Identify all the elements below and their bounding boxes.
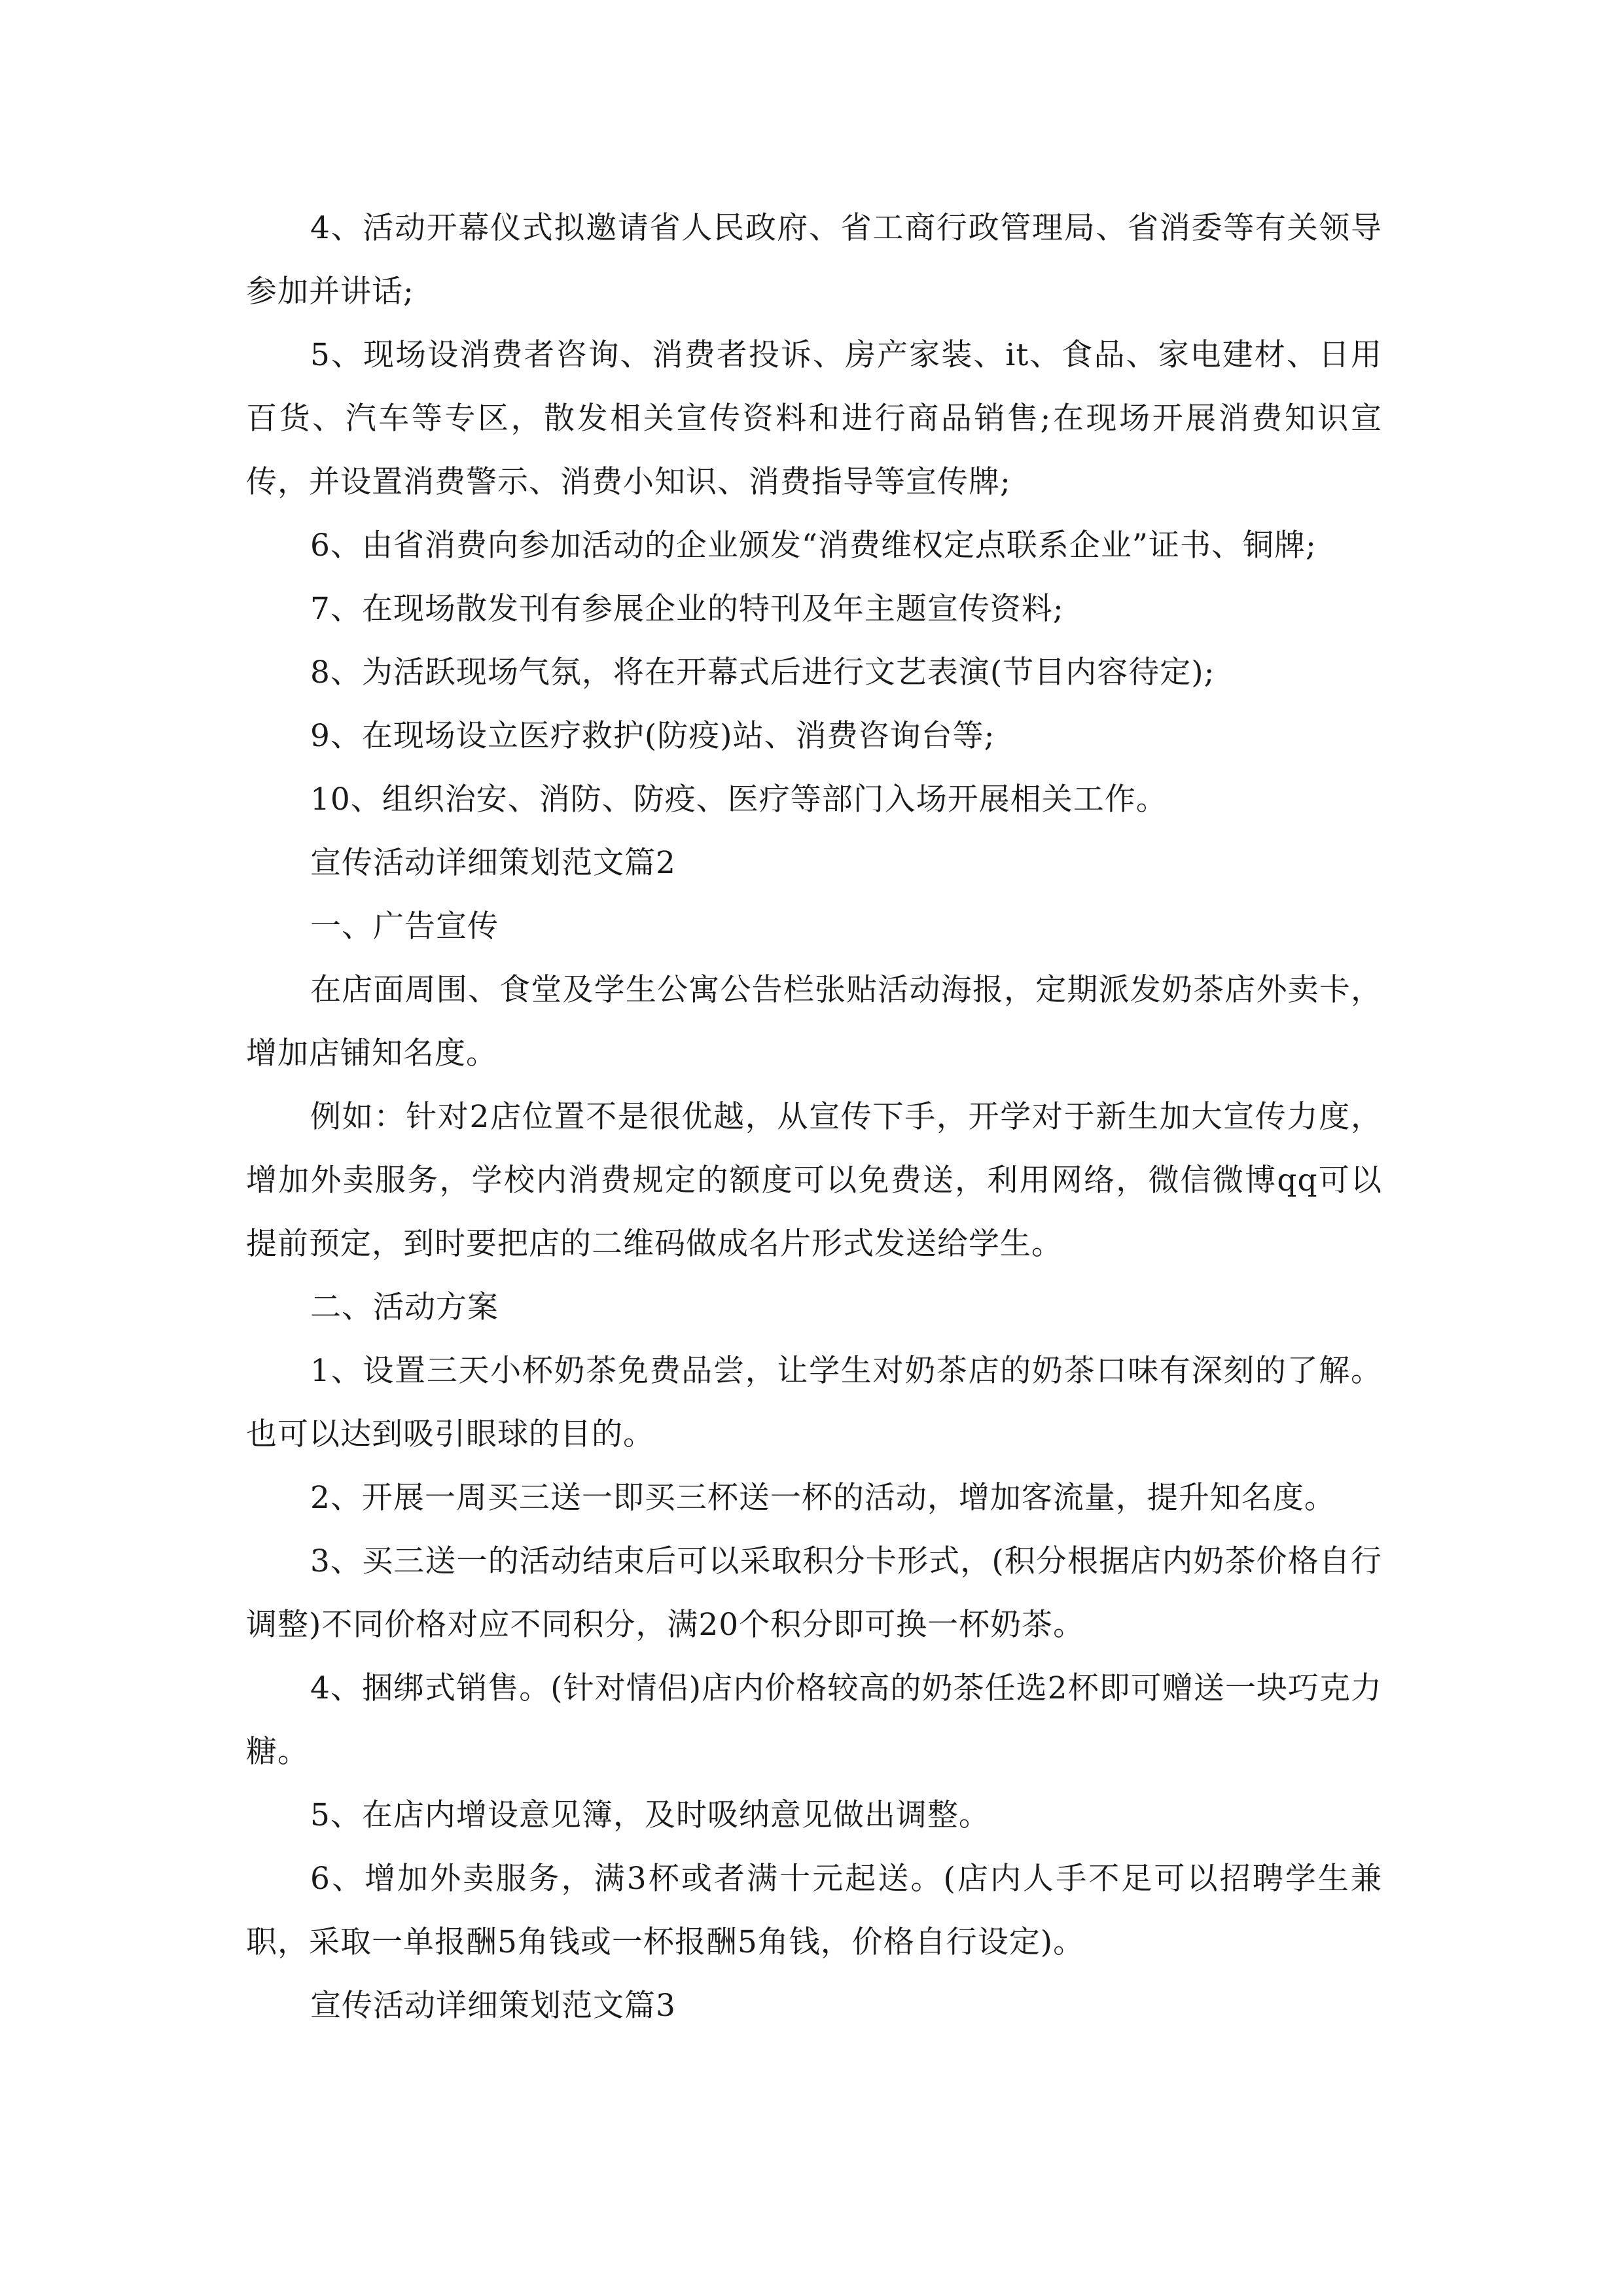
paragraph: 10、组织治安、消防、防疫、医疗等部门入场开展相关工作。 [310, 781, 1168, 817]
paragraph: 1、设置三天小杯奶茶免费品尝，让学生对奶茶店的奶茶口味有深刻的了解。也可以达到吸引眼球的目的。 [246, 1353, 1382, 1452]
paragraph: 6、由省消费向参加活动的企业颁发“消费维权定点联系企业”证书、铜牌; [310, 528, 1317, 564]
section-heading: 宣传活动详细策划范文篇3 [310, 1988, 676, 2024]
section-heading: 宣传活动详细策划范文篇2 [310, 845, 676, 881]
paragraph: 2、开展一周买三送一即买三杯送一杯的活动，增加客流量，提升知名度。 [310, 1480, 1336, 1516]
subsection-heading: 一、广告宣传 [310, 908, 499, 944]
paragraph: 在店面周围、食堂及学生公寓公告栏张贴活动海报，定期派发奶茶店外卖卡，增加店铺知名度。 [246, 972, 1382, 1071]
paragraph: 5、现场设消费者咨询、消费者投诉、房产家装、it、食品、家电建材、日用百货、汽车等专区，散发相关宣传资料和进行商品销售;在现场开展消费知识宣传，并设置消费警示、消费小知识、消费指导等宣传牌; [246, 337, 1382, 500]
paragraph: 4、活动开幕仪式拟邀请省人民政府、省工商行政管理局、省消委等有关领导参加并讲话; [246, 210, 1382, 310]
paragraph: 6、增加外卖服务，满3杯或者满十元起送。(店内人手不足可以招聘学生兼职，采取一单报酬5角钱或一杯报酬5角钱，价格自行设定)。 [246, 1861, 1382, 1960]
paragraph: 5、在店内增设意见簿，及时吸纳意见做出调整。 [310, 1797, 990, 1833]
paragraph: 3、买三送一的活动结束后可以采取积分卡形式，(积分根据店内奶茶价格自行调整)不同价格对应不同积分，满20个积分即可换一杯奶茶。 [246, 1543, 1382, 1643]
paragraph: 例如：针对2店位置不是很优越，从宣传下手，开学对于新生加大宣传力度，增加外卖服务，学校内消费规定的额度可以免费送，利用网络，微信微博qq可以提前预定，到时要把店的二维码做成名片形式发送给学生。 [246, 1099, 1382, 1262]
paragraph: 9、在现场设立医疗救护(防疫)站、消费咨询台等; [310, 718, 995, 754]
paragraph: 4、捆绑式销售。(针对情侣)店内价格较高的奶茶任选2杯即可赠送一块巧克力糖。 [246, 1670, 1382, 1770]
paragraph: 7、在现场散发刊有参展企业的特刊及年主题宣传资料; [310, 591, 1064, 627]
document-body [246, 196, 1382, 2037]
paragraph: 8、为活跃现场气氛，将在开幕式后进行文艺表演(节目内容待定); [310, 655, 1215, 691]
subsection-heading: 二、活动方案 [310, 1289, 499, 1325]
